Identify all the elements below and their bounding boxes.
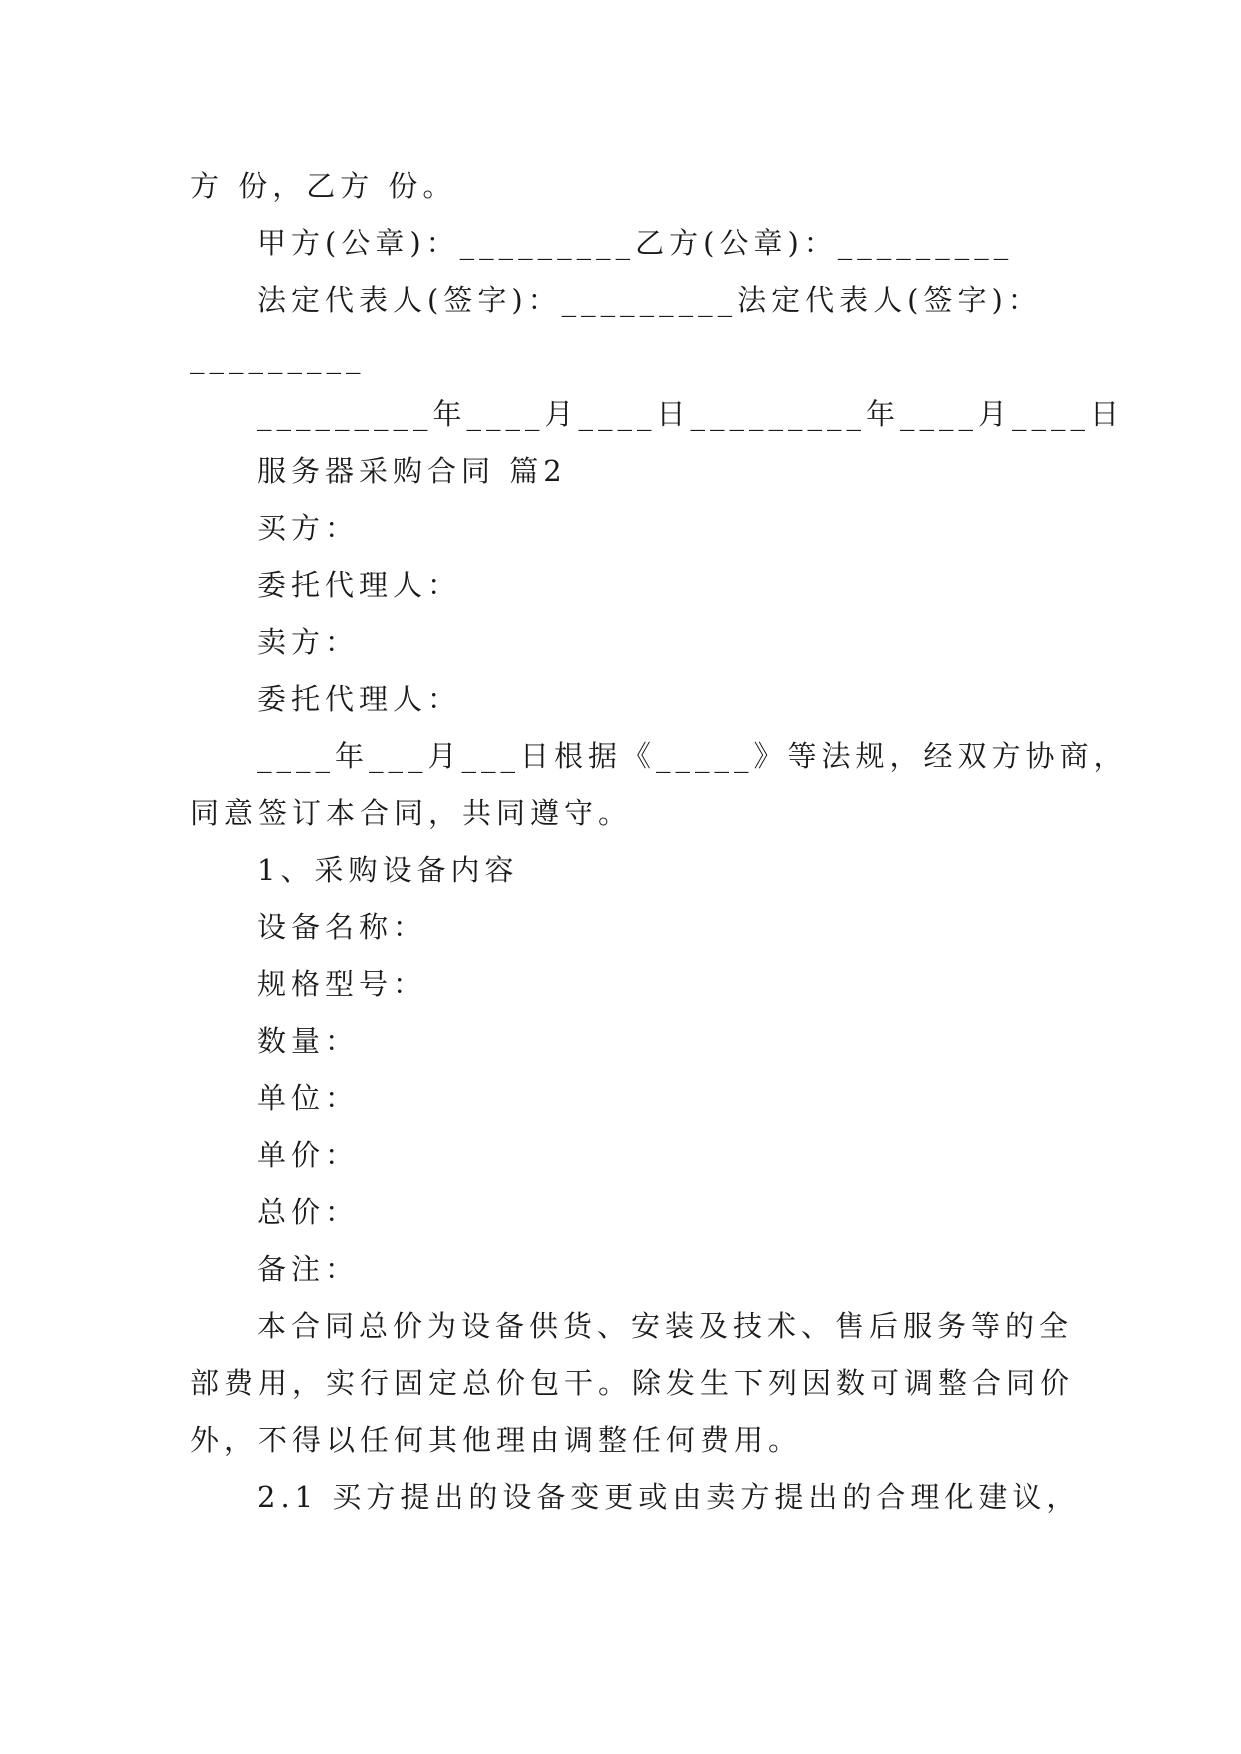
field-quantity: 数量：: [257, 1024, 360, 1058]
text-line-agreement: ____年___月___日根据《_____》等法规，经双方协商，: [257, 739, 1128, 773]
text-line-buyer-agent: 委托代理人：: [257, 568, 462, 602]
text-line-agreement-cont: 同意签订本合同，共同遵守。: [190, 796, 633, 830]
text-line-seal: 甲方(公章)：_________乙方(公章)：_________: [257, 226, 1014, 260]
clause-2-1: 2.1 买方提出的设备变更或由卖方提出的合理化建议，: [257, 1480, 1081, 1514]
text-line-legal-rep-blank: _________: [190, 340, 366, 374]
text-line-legal-rep: 法定代表人(签字)：_________法定代表人(签字)：: [257, 283, 1042, 317]
field-remarks: 备注：: [257, 1252, 360, 1286]
text-line-seller: 卖方：: [257, 625, 360, 659]
text-line-buyer: 买方：: [257, 511, 360, 545]
field-unit: 单位：: [257, 1081, 360, 1115]
field-equipment-name: 设备名称：: [257, 910, 428, 944]
field-model: 规格型号：: [257, 967, 428, 1001]
text-line-seller-agent: 委托代理人：: [257, 682, 462, 716]
section-title: 服务器采购合同 篇2: [257, 454, 567, 488]
paragraph-total-price-end: 外，不得以任何其他理由调整任何费用。: [190, 1423, 803, 1457]
text-line-date: _________年____月____日_________年____月____日: [257, 397, 1125, 431]
paragraph-total-price-cont: 部费用，实行固定总价包干。除发生下列因数可调整合同价: [190, 1366, 1075, 1400]
field-total-price: 总价：: [257, 1195, 360, 1229]
paragraph-total-price: 本合同总价为设备供货、安装及技术、售后服务等的全: [257, 1309, 1074, 1343]
section-heading-1: 1、采购设备内容: [257, 853, 519, 887]
field-unit-price: 单价：: [257, 1138, 360, 1172]
text-line-copies: 方 份，乙方 份。: [190, 169, 457, 203]
